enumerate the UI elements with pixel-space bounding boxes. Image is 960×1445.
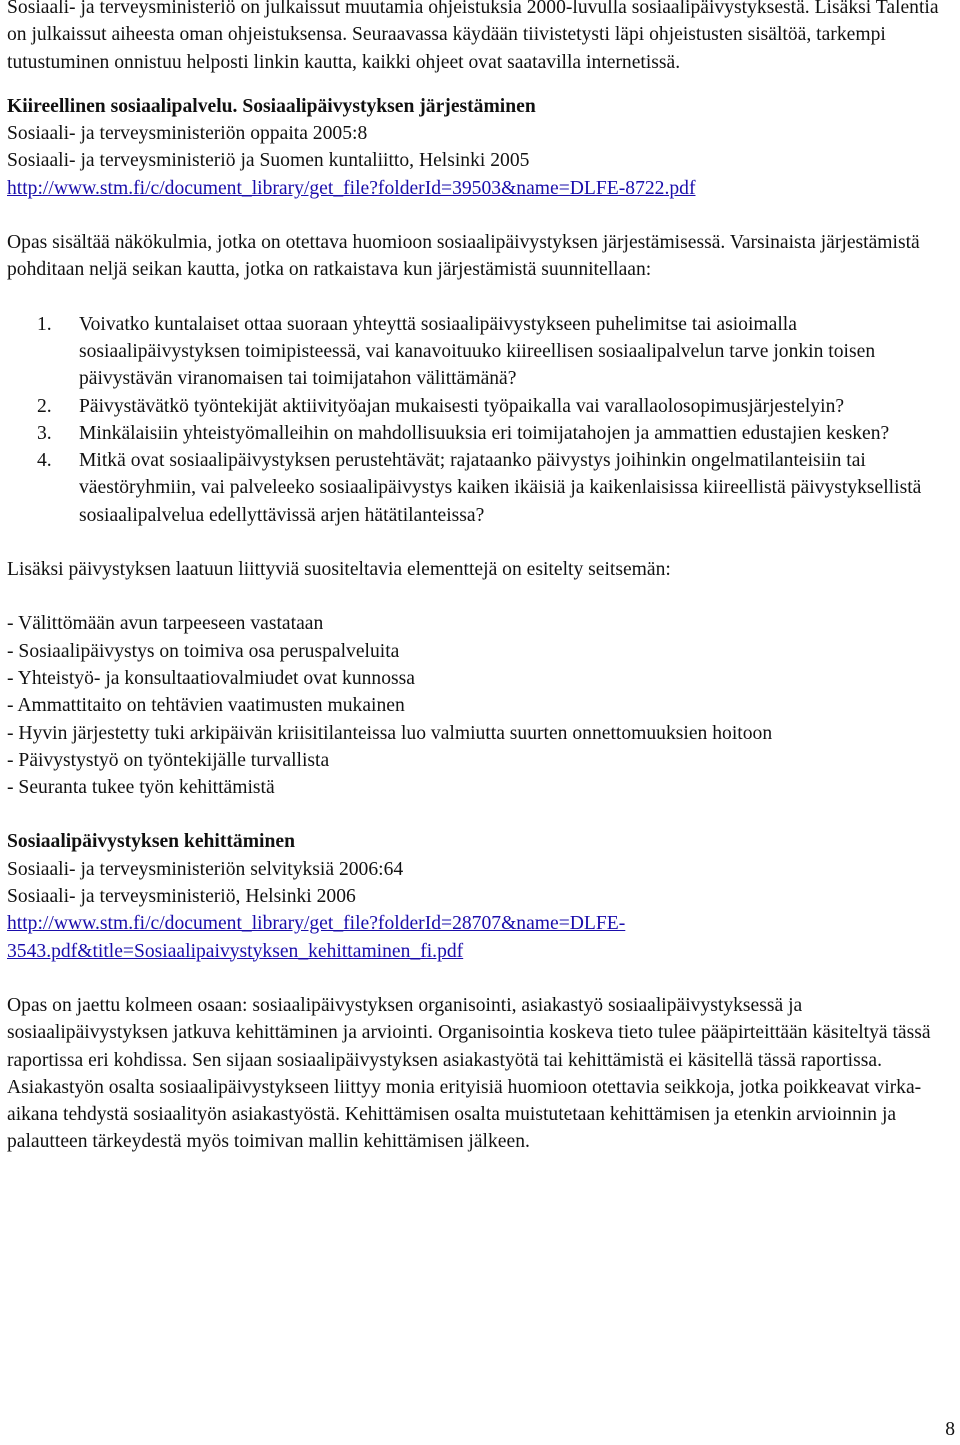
list-item [7,393,947,420]
list-item-number: 3. [37,422,52,444]
list-item: - Hyvin järjestetty tuki arkipäivän kriisitilanteissa luo valmiutta suurten onnettomuuksien hoitoon [7,722,773,744]
section1-series: Sosiaali- ja terveysministeriön oppaita 2005:8 [7,123,368,145]
section1-heading-b: Sosiaalipäivystyksen järjestäminen [242,95,536,117]
section2-link-line2[interactable]: 3543.pdf&title=Sosiaalipaivystyksen_kehittaminen_fi.pdf [7,940,464,962]
page-number: 8 [945,1418,955,1440]
list-item: - Päivystystyö on työntekijälle turvallista [7,749,330,771]
list-item-text: Mitkä ovat sosiaalipäivystyksen perustehtävät; rajataanko päivystys joihinkin ongelmatilanteisiin tai väestöryhmiin, vai palveleeko sosiaalipäivystys kaiken ikäisiä ja kaikenlaisissa kiireellistä päivystyksellistä sosiaalipalvelua edellyttävissä arjen hätätilanteissa? [79,450,922,526]
list-item-text: Päivystävätkö työntekijät aktiivityöajan mukaisesti työpaikalla vai varallaolosopimusjärjestelyin? [79,395,845,417]
section1-heading [7,93,947,120]
section1-heading-a: Kiireellinen sosiaalipalvelu. [7,95,238,117]
list-item: - Yhteistyö- ja konsultaatiovalmiudet ovat kunnossa [7,667,415,689]
questions-list [7,311,947,529]
section2-link [7,910,947,965]
document-page [7,0,947,1156]
list-item-number: 2. [37,395,52,417]
section2-series: Sosiaali- ja terveysministeriön selvityksiä 2006:64 [7,858,404,880]
elements-intro: Lisäksi päivystyksen laatuun liittyviä suositeltavia elementtejä on esitelty seitsemän: [7,559,671,581]
list-item: - Välittömään avun tarpeeseen vastataan [7,613,324,635]
section1-publisher: Sosiaali- ja terveysministeriö ja Suomen kuntaliitto, Helsinki 2005 [7,150,530,172]
elements-list [7,610,947,801]
section2-link-line1[interactable]: http://www.stm.fi/c/document_library/get_file?folderId=28707&name=DLFE- [7,913,626,935]
section2-body: Opas on jaettu kolmeen osaan: sosiaalipäivystyksen organisointi, asiakastyö sosiaalipäivystyksessä ja sosiaalipäivystyksen jatkuva kehittäminen ja arviointi. Organisointia koskeva tieto tulee pääpirteittään käsiteltyä tässä raportissa eri kohdissa. Sen sijaan sosiaalipäivystyksen asiakastyötä tai kehittämistä ei käsitellä tässä raportissa. Asiakastyön osalta sosiaalipäivystykseen liittyy monia erityisiä huomioon otettavia seikkoja, jotka poikkeavat virka-aikana tehdystä sosiaalityön asiakastyöstä. Kehittämisen osalta muistutetaan kehittämisen ja etenkin arvioinnin ja palautteen tärkeydestä myös toimivan mallin kehittämisen jälkeen. [7,994,931,1153]
list-item-text: Minkälaisiin yhteistyömalleihin on mahdollisuuksia eri toimijatahojen ja ammattien edustajien kesken? [79,422,890,444]
section2-heading: Sosiaalipäivystyksen kehittäminen [7,831,295,853]
section1-link[interactable]: http://www.stm.fi/c/document_library/get_file?folderId=39503&name=DLFE-8722.pdf [7,177,696,199]
list-item-number: 4. [37,450,52,472]
intro-paragraph: Sosiaali- ja terveysministeriö on julkaissut muutamia ohjeistuksia 2000-luvulla sosiaalipäivystyksestä. Lisäksi Talentia on julkaissut aiheesta oman ohjeistuksensa. Seuraavassa käydään tiivistetysti läpi ohjeistusten sisältöä, tarkempi tutustuminen onnistuu helposti linkin kautta, kaikki ohjeet ovat saatavilla internetissä. [7,0,939,73]
list-item [7,447,947,529]
list-item: - Sosiaalipäivystys on toimiva osa peruspalveluita [7,640,400,662]
list-item: - Seuranta tukee työn kehittämistä [7,777,275,799]
list-item [7,420,947,447]
section1-body: Opas sisältää näkökulmia, jotka on otettava huomioon sosiaalipäivystyksen järjestämisessä. Varsinaista järjestämistä pohditaan neljä seikan kautta, jotka on ratkaistava kun järjestämistä suunnitellaan: [7,232,920,281]
list-item: - Ammattitaito on tehtävien vaatimusten mukainen [7,695,405,717]
section2-publisher: Sosiaali- ja terveysministeriö, Helsinki 2006 [7,886,356,908]
list-item-number: 1. [37,313,52,335]
list-item [7,311,947,393]
list-item-text: Voivatko kuntalaiset ottaa suoraan yhteyttä sosiaalipäivystykseen puhelimitse tai asioimalla sosiaalipäivystyksen toimipisteessä, vai kanavoituuko kiireellisen sosiaalipalvelun tarve jonkin toisen päivystävän viranomaisen tai toimijatahon välittämänä? [79,313,876,390]
